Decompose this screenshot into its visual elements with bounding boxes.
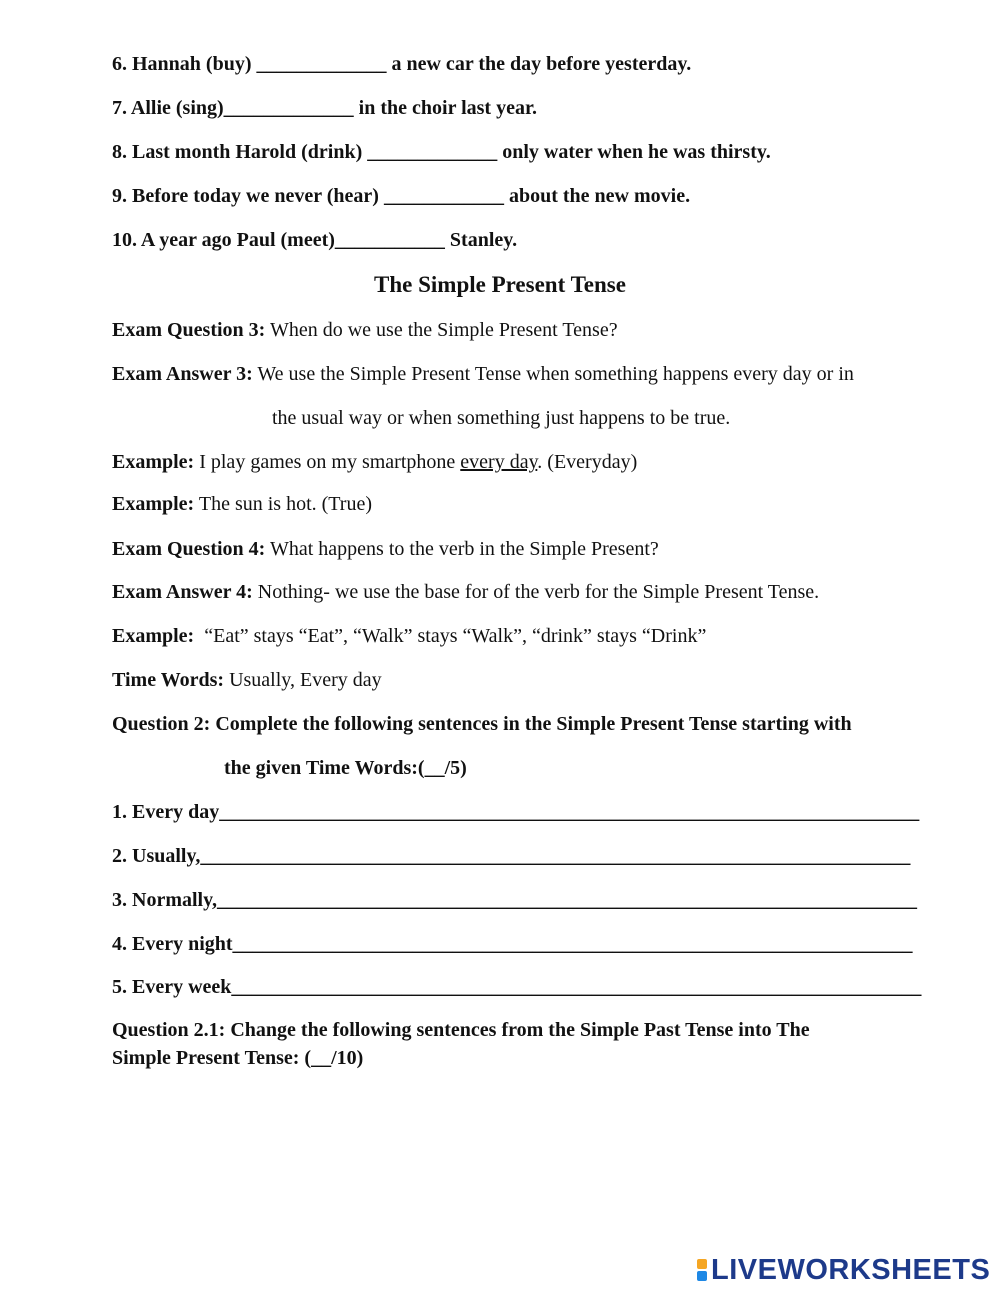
text: “Eat” stays “Eat”, “Walk” stays “Walk”, “drink” stays “Drink” (194, 625, 707, 647)
example-2 (112, 492, 372, 516)
logo-mark-icon (697, 1259, 707, 1281)
text: The sun is hot. (True) (194, 493, 373, 515)
question-item: 10. A year ago Paul (meet)___________ Stanley. (112, 229, 518, 251)
question-2-heading: Question 2: Complete the following sentences in the Simple Present Tense starting with (112, 713, 852, 735)
text: Nothing- we use the base for of the verb for the Simple Present Tense. (252, 581, 820, 603)
answer-line[interactable]: 3. Normally,______________________________________________________________________ (112, 889, 917, 911)
label: Exam Answer 3: (112, 363, 253, 385)
question-item: 6. Hannah (buy) _____________ a new car the day before yesterday. (112, 53, 692, 75)
text: . (Everyday) (537, 451, 638, 473)
text: Usually, Every day (224, 669, 382, 691)
label: Time Words: (112, 669, 225, 691)
text: We use the Simple Present Tense when something happens every day or in (252, 363, 854, 385)
label: Exam Answer 4: (112, 581, 253, 603)
exam-answer-3-continued: the usual way or when something just happens to be true. (272, 407, 731, 429)
text: I play games on my smartphone (194, 451, 461, 473)
label: Example: (112, 493, 195, 515)
exam-question-4 (112, 537, 659, 561)
question-item: 9. Before today we never (hear) ____________ about the new movie. (112, 185, 691, 207)
logo-square (697, 1259, 707, 1269)
answer-line[interactable]: 4. Every night____________________________________________________________________ (112, 933, 913, 955)
label: Exam Question 4: (112, 538, 266, 560)
time-words (112, 668, 382, 692)
question-item: 7. Allie (sing)_____________ in the choir last year. (112, 97, 537, 119)
question-2-heading-continued: the given Time Words:(__/5) (224, 757, 467, 779)
answer-line[interactable]: 2. Usually,_______________________________________________________________________ (112, 845, 911, 867)
example-1 (112, 450, 637, 474)
example-3 (112, 624, 706, 648)
label: Example: (112, 625, 195, 647)
text: What happens to the verb in the Simple Present? (265, 538, 659, 560)
answer-line[interactable]: 5. Every week_____________________________________________________________________ (112, 976, 922, 998)
text: When do we use the Simple Present Tense? (265, 319, 618, 341)
exam-answer-3 (112, 362, 854, 386)
underlined-text: every day (460, 451, 538, 473)
exam-answer-4 (112, 580, 819, 604)
exam-question-3 (112, 318, 618, 342)
question-2-1-heading: Question 2.1: Change the following sentences from the Simple Past Tense into The (112, 1019, 810, 1041)
logo-text: LIVEWORKSHEETS (711, 1253, 991, 1286)
logo-square (697, 1271, 707, 1281)
liveworksheets-logo (697, 1254, 990, 1286)
question-item: 8. Last month Harold (drink) _____________ only water when he was thirsty. (112, 141, 771, 163)
answer-line[interactable]: 1. Every day______________________________________________________________________ (112, 801, 920, 823)
label: Exam Question 3: (112, 319, 266, 341)
label: Example: (112, 451, 195, 473)
section-title: The Simple Present Tense (374, 272, 626, 297)
question-2-1-heading-continued: Simple Present Tense: (__/10) (112, 1047, 364, 1069)
